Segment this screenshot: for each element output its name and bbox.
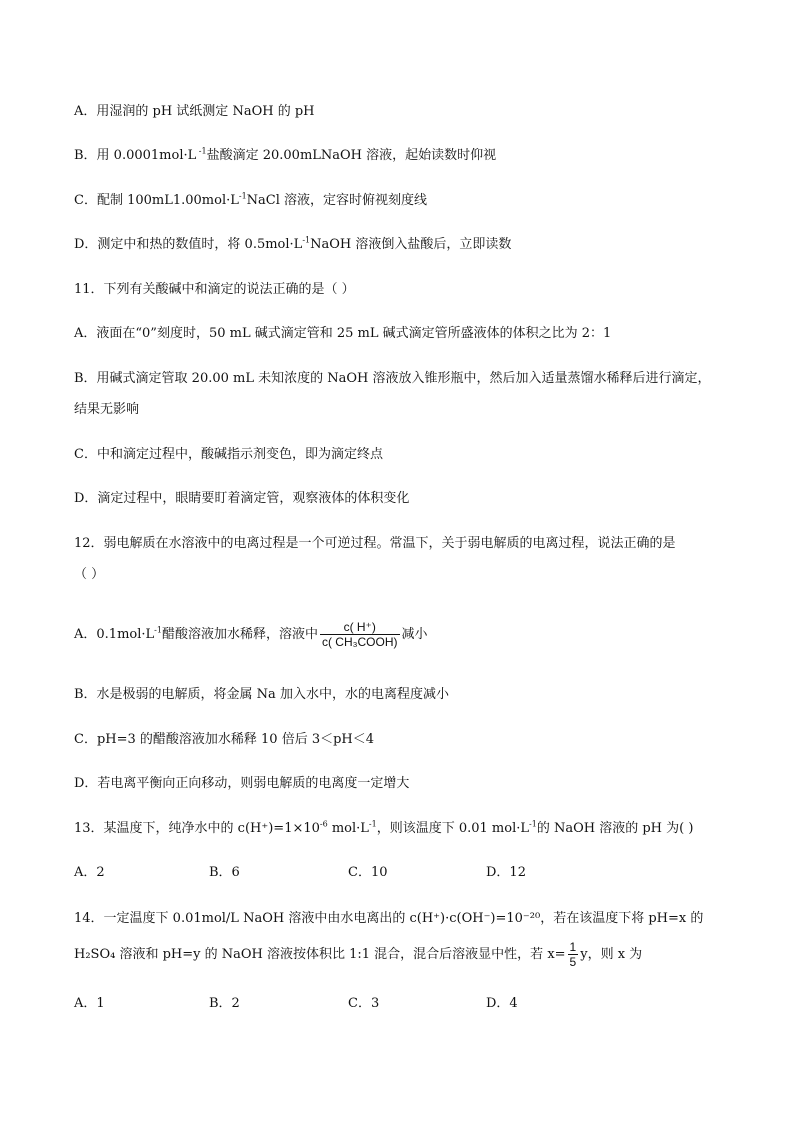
q12-option-a-text: A．0.1mol·L bbox=[74, 627, 155, 642]
q14-stem-text: H₂SO₄ 溶液和 pH=y 的 NaOH 溶液按体积比 1:1 混合，混合后溶液显中性，若 x= bbox=[74, 947, 566, 962]
q12-option-a bbox=[74, 619, 428, 651]
q13-stem-text: 13．某温度下，纯净水中的 c(H⁺)=1×10 bbox=[74, 821, 320, 836]
q10-option-b-text: B．用 0.0001mol·L bbox=[74, 148, 197, 163]
q14-stem-line1: 14．一定温度下 0.01mol/L NaOH 溶液中由水电离出的 c(H⁺)·c(OH⁻)=10⁻²⁰，若在该温度下将 pH=x 的 bbox=[74, 911, 704, 926]
q14-option-d: D．4 bbox=[486, 996, 518, 1011]
concentration-ratio-fraction bbox=[320, 620, 400, 649]
fraction-denominator: 5 bbox=[569, 955, 577, 969]
q13-stem-text-3: ，则该温度下 0.01 mol·L bbox=[376, 821, 530, 836]
q10-option-d-text-2: NaOH 溶液倒入盐酸后，立即读数 bbox=[310, 237, 512, 252]
q11-option-b-line2: 结果无影响 bbox=[74, 402, 140, 417]
q11-stem: 11．下列有关酸碱中和滴定的说法正确的是（ ） bbox=[74, 282, 355, 297]
q10-option-d-text: D．测定中和热的数值时，将 0.5mol·L bbox=[74, 237, 303, 252]
q10-option-b-text-2: 盐酸滴定 20.00mLNaOH 溶液，起始读数时仰视 bbox=[206, 148, 497, 163]
q12-option-b: B．水是极弱的电解质，将金属 Na 加入水中，水的电离程度减小 bbox=[74, 687, 449, 702]
q13-option-c: C．10 bbox=[348, 865, 388, 880]
q12-stem-line2: （ ） bbox=[74, 567, 105, 582]
q10-option-c-text-2: NaCl 溶液，定容时俯视刻度线 bbox=[246, 193, 428, 208]
q14-option-b: B．2 bbox=[209, 996, 240, 1011]
q13-stem-text-4: 的 NaOH 溶液的 pH 为( ) bbox=[536, 821, 694, 836]
q13-stem-sup-3: -1 bbox=[529, 819, 537, 829]
q10-option-d bbox=[74, 236, 511, 254]
q14-option-c: C．3 bbox=[348, 996, 380, 1011]
q13-stem-text-2: mol·L bbox=[327, 821, 369, 836]
q12-stem-line1: 12．弱电解质在水溶液中的电离过程是一个可逆过程。常温下，关于弱电解质的电离过程，说法正确的是 bbox=[74, 536, 676, 551]
q13-option-b: B．6 bbox=[209, 865, 240, 880]
one-fifth-fraction bbox=[568, 940, 579, 969]
q10-option-a-text: A．用湿润的 pH 试纸测定 NaOH 的 pH bbox=[74, 104, 315, 119]
q12-option-a-text-2: 醋酸溶液加水稀释，溶液中 bbox=[161, 627, 318, 642]
q11-option-d: D．滴定过程中，眼睛要盯着滴定管，观察液体的体积变化 bbox=[74, 491, 410, 506]
fraction-numerator: 1 bbox=[569, 940, 577, 954]
q10-option-c bbox=[74, 192, 427, 210]
q10-option-a bbox=[74, 103, 315, 121]
fraction-denominator: c( CH₃COOH) bbox=[321, 635, 398, 649]
q14-stem-text-2: y，则 x 为 bbox=[580, 947, 643, 962]
q11-option-a: A．液面在“0”刻度时，50 mL 碱式滴定管和 25 mL 碱式滴定管所盛液体的体积之比为 2：1 bbox=[74, 326, 612, 341]
q12-option-a-text-3: 减小 bbox=[401, 627, 428, 642]
q10-option-d-sup: -1 bbox=[302, 235, 311, 245]
fraction-numerator: c( H⁺) bbox=[320, 620, 400, 635]
q12-option-d: D．若电离平衡向正向移动，则弱电解质的电离度一定增大 bbox=[74, 776, 410, 791]
q10-option-c-text: C．配制 100mL1.00mol·L bbox=[74, 193, 239, 208]
q11-option-c: C．中和滴定过程中，酸碱指示剂变色，即为滴定终点 bbox=[74, 447, 383, 462]
q12-option-c: C．pH=3 的醋酸溶液加水稀释 10 倍后 3＜pH＜4 bbox=[74, 732, 375, 747]
q14-option-a: A．1 bbox=[74, 996, 105, 1011]
q11-option-b-line1: B．用碱式滴定管取 20.00 mL 未知浓度的 NaOH 溶液放入锥形瓶中，然后加入适量蒸馏水稀释后进行滴定， bbox=[74, 371, 711, 386]
q10-option-b bbox=[74, 147, 496, 165]
q12-option-a-sup: -1 bbox=[154, 625, 162, 635]
q13-option-a: A．2 bbox=[74, 865, 105, 880]
q13-option-d: D．12 bbox=[486, 865, 526, 880]
q10-option-c-sup: -1 bbox=[238, 191, 247, 201]
q10-option-b-sup: -1 bbox=[196, 146, 207, 156]
q13-stem bbox=[74, 820, 693, 838]
q14-stem-line2 bbox=[74, 938, 642, 972]
q13-stem-sup-1: -6 bbox=[319, 819, 328, 829]
q13-stem-sup-2: -1 bbox=[368, 819, 377, 829]
